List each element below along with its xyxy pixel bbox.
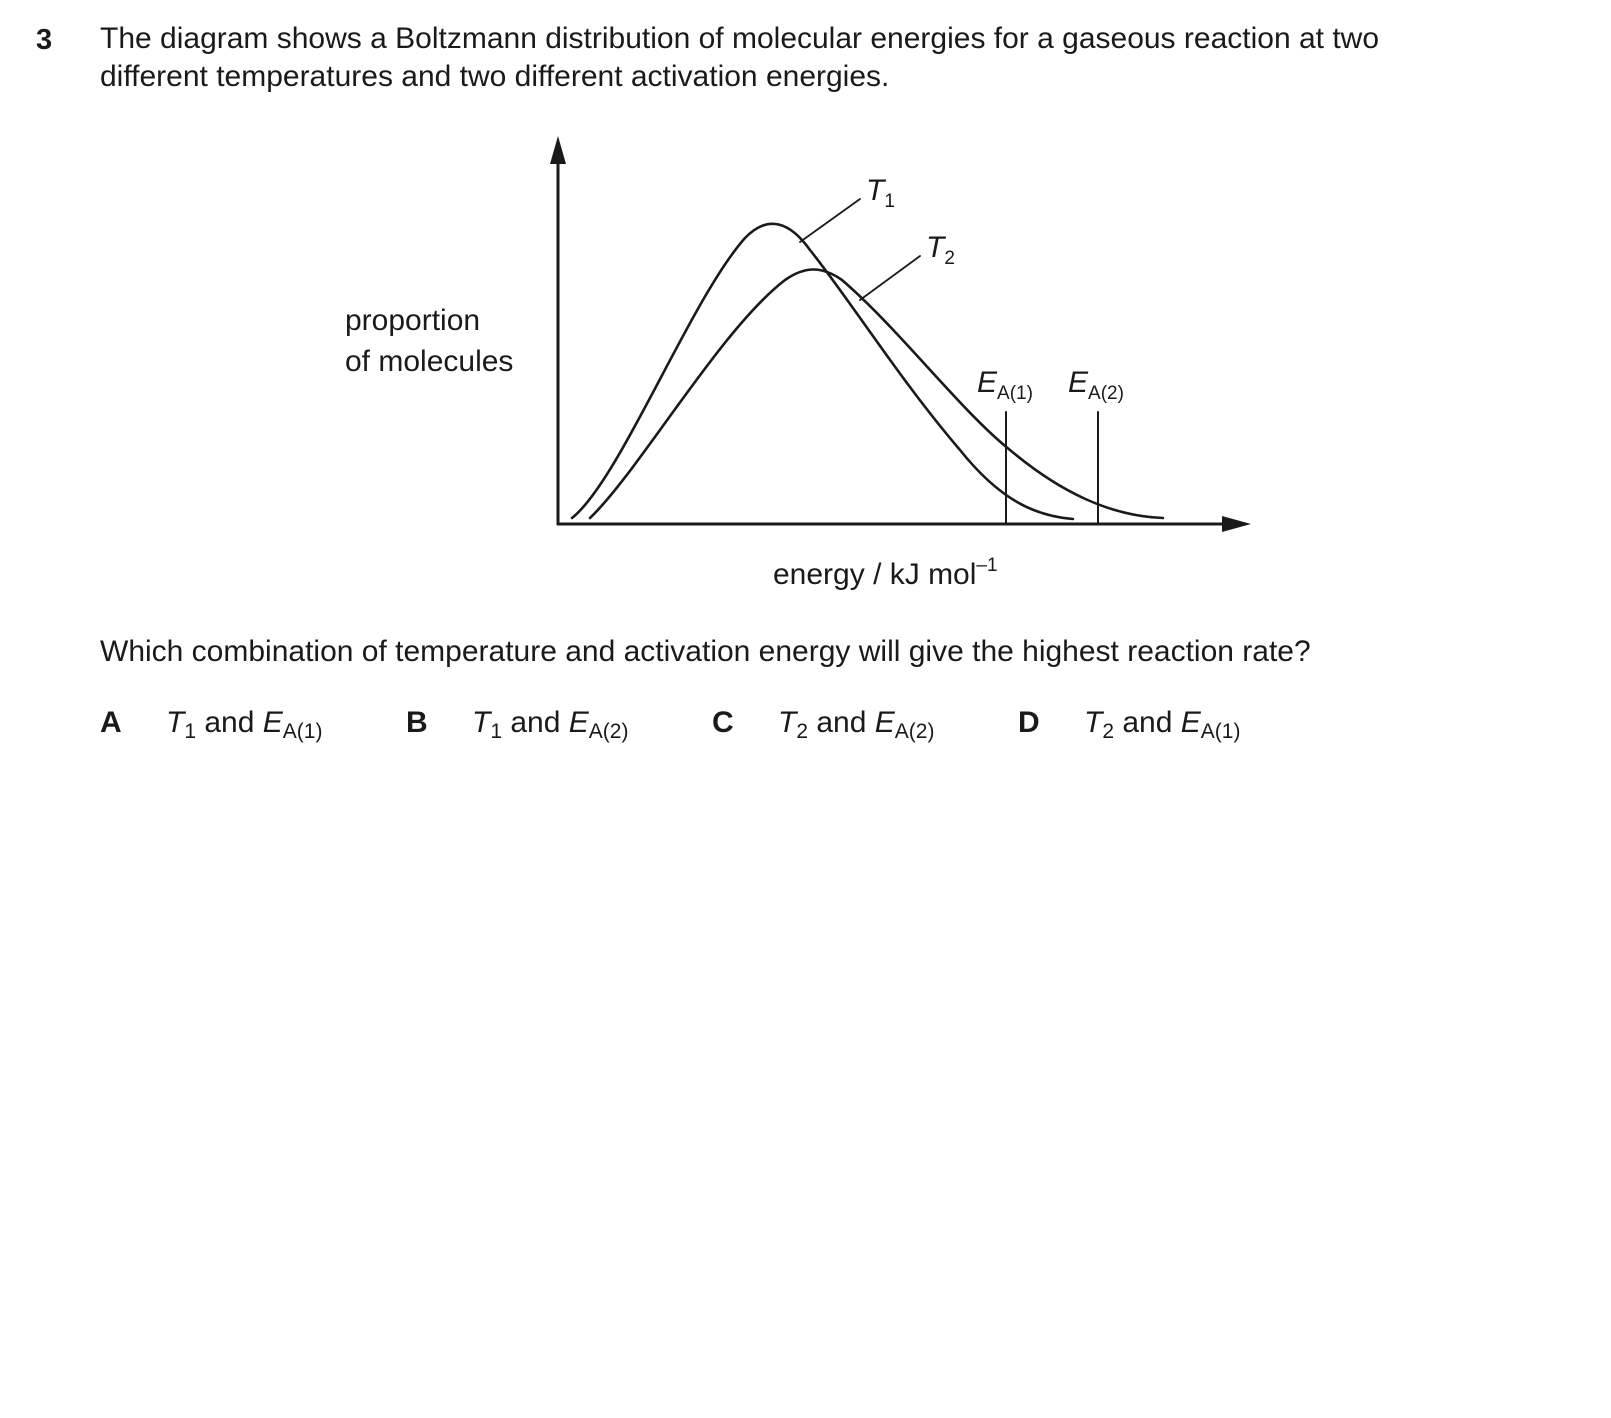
label-ea1-sub: A(1) [997,383,1033,404]
option-a[interactable] [100,704,323,743]
label-t1-sub: 1 [884,191,895,212]
label-t2 [926,231,955,269]
question-number: 3 [36,24,53,56]
label-ea2-sub: A(2) [1088,383,1124,404]
option-letter: D [1018,706,1040,739]
option-text: $T_2$ and $E_{A(2)}$ [778,706,935,743]
y-label-line-2: of molecules [345,345,514,378]
stem-line-1: The diagram shows a Boltzmann distribution of molecular energies for a gaseous reaction at two [100,22,1379,55]
label-t2-main: T [926,231,945,264]
option-d[interactable] [1018,704,1241,743]
x-label-superscript: –1 [976,555,998,576]
option-b[interactable] [406,704,629,743]
option-letter: B [406,706,428,739]
label-t1 [866,174,895,212]
boltzmann-diagram [0,0,1611,600]
question-prompt: Which combination of temperature and activation energy will give the highest reaction rate? [100,635,1311,668]
t2-leader [860,256,920,300]
option-text: $T_2$ and $E_{A(1)}$ [1084,706,1241,743]
y-axis-arrow [550,136,566,164]
label-ea2 [1068,366,1124,404]
t1-leader [800,199,860,242]
curve-t1 [572,224,1073,519]
label-ea2-main: E [1068,366,1089,399]
option-text: $T_1$ and $E_{A(1)}$ [166,706,323,743]
x-axis-arrow [1222,516,1251,532]
option-c[interactable] [712,704,935,743]
option-letter: C [712,706,734,739]
x-label [773,555,998,591]
label-t1-main: T [866,174,885,207]
option-text: $T_1$ and $E_{A(2)}$ [472,706,629,743]
stem-line-2: different temperatures and two different activation energies. [100,60,890,93]
y-label-line-1: proportion [345,304,481,337]
label-ea1-main: E [977,366,998,399]
x-label-text: energy / kJ mol [773,558,977,591]
label-ea1 [977,366,1033,404]
label-t2-sub: 2 [944,248,955,269]
option-letter: A [100,706,122,739]
